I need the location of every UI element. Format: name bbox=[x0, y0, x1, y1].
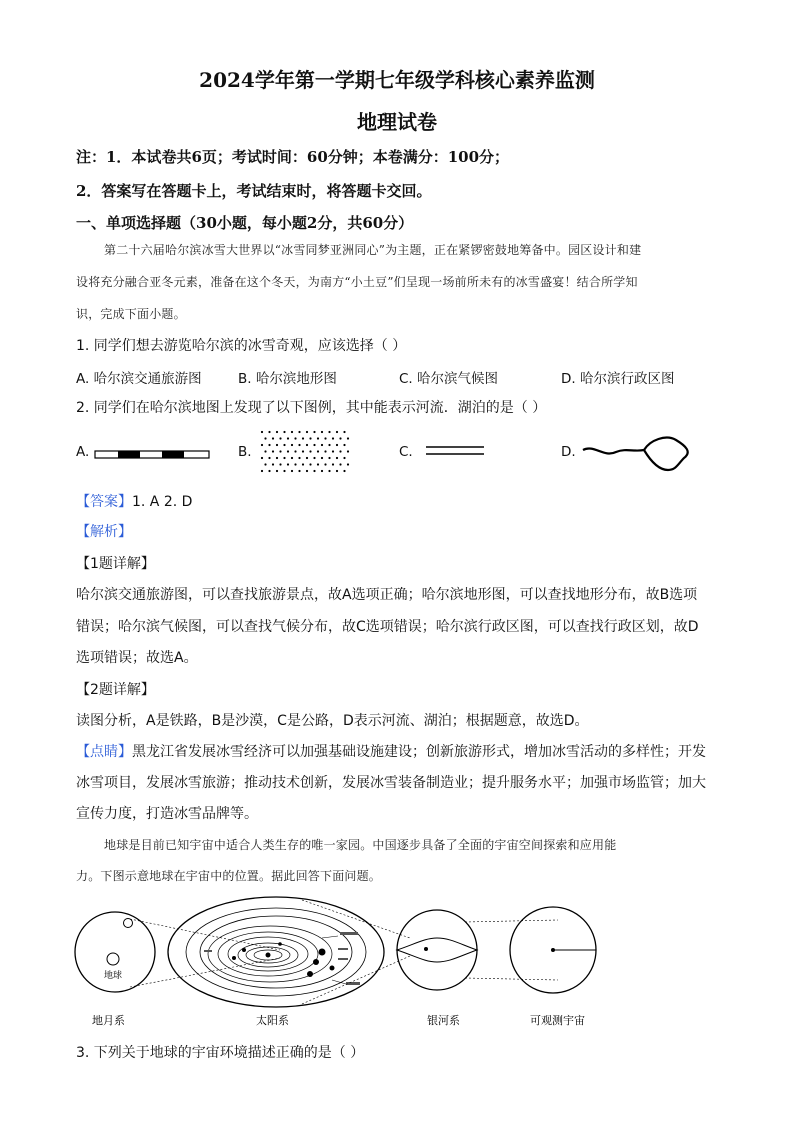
review-line-1 bbox=[76, 741, 706, 761]
analysis-tag: 【解析】 bbox=[76, 524, 132, 540]
exam-title: 2024学年第一学期七年级学科核心素养监测 bbox=[199, 68, 595, 92]
question-1-stem: 1. 同学们想去游览哈尔滨的冰雪奇观，应该选择（ ） bbox=[76, 338, 407, 354]
review-line-3: 宣传力度，打造冰雪品牌等。 bbox=[76, 806, 258, 822]
caption-solar-system: 太阳系 bbox=[256, 1014, 289, 1027]
answer-line bbox=[76, 491, 192, 511]
exam-subtitle: 地理试卷 bbox=[357, 110, 437, 134]
answer-text: 1. A 2. D bbox=[132, 494, 193, 510]
solar-system bbox=[168, 897, 384, 1007]
question-2-option-c: C. bbox=[399, 444, 413, 460]
review-line-2: 冰雪项目，发展冰雪旅游；推动技术创新，发展冰雪装备制造业；提升服务水平；加强市场监管；加大 bbox=[76, 775, 706, 791]
detail-1-line-1: 哈尔滨交通旅游图，可以查找旅游景点，故A选项正确；哈尔滨地形图，可以查找地形分布，故B选项 bbox=[76, 587, 698, 603]
question-3-stem: 3. 下列关于地球的宇宙环境描述正确的是（ ） bbox=[76, 1045, 365, 1061]
passage2-line-1: 地球是目前已知宇宙中适合人类生存的唯一家园。中国逐步具备了全面的宇宙空间探索和应用能 bbox=[104, 838, 617, 852]
question-2-option-d: D. bbox=[561, 444, 576, 460]
desert-legend-symbol bbox=[258, 428, 350, 476]
earth-moon-system bbox=[75, 912, 155, 992]
question-2-option-b: B. bbox=[238, 444, 252, 460]
detail-2-tag: 【2题详解】 bbox=[76, 682, 155, 698]
review-text-1: 黑龙江省发展冰雪经济可以加强基础设施建设；创新旅游形式，增加冰雪活动的多样性；开发 bbox=[132, 744, 706, 760]
detail-2-line-1: 读图分析，A是铁路，B是沙漠，C是公路，D表示河流、湖泊；根据题意，故选D。 bbox=[76, 713, 589, 729]
detail-1-line-3: 选项错误；故选A。 bbox=[76, 650, 198, 666]
passage1-line-2: 设将充分融合亚冬元素，准备在这个冬天，为南方“小土豆”们呈现一场前所未有的冰雪盛宴！结合所学知 bbox=[76, 275, 638, 289]
road-legend-symbol bbox=[424, 443, 488, 459]
question-1-option-b: B. 哈尔滨地形图 bbox=[238, 371, 337, 387]
answer-tag: 【答案】 bbox=[76, 494, 132, 510]
section-heading: 一、单项选择题（30小题，每小题2分，共60分） bbox=[76, 214, 414, 232]
detail-1-line-2: 错误；哈尔滨气候图，可以查找气候分布，故C选项错误；哈尔滨行政区图，可以查找行政区划，故D bbox=[76, 619, 699, 635]
question-1-option-a: A. 哈尔滨交通旅游图 bbox=[76, 371, 202, 387]
review-tag: 【点睛】 bbox=[76, 744, 132, 760]
passage1-line-3: 识，完成下面小题。 bbox=[76, 307, 186, 321]
railway-legend-symbol bbox=[94, 448, 212, 462]
caption-observable-universe: 可观测宇宙 bbox=[530, 1014, 585, 1027]
note-line-2: 2．答案写在答题卡上，考试结束时，将答题卡交回。 bbox=[76, 182, 432, 200]
universe-hierarchy-figure bbox=[70, 892, 720, 1032]
detail-1-tag: 【1题详解】 bbox=[76, 556, 155, 572]
question-1-option-d: D. 哈尔滨行政区图 bbox=[561, 371, 675, 387]
analysis-line bbox=[76, 521, 132, 541]
caption-earth-moon-system: 地月系 bbox=[92, 1014, 125, 1027]
passage2-line-2: 力。下图示意地球在宇宙中的位置。据此回答下面问题。 bbox=[76, 869, 382, 883]
river-lake-legend-symbol bbox=[580, 430, 692, 474]
note-line-1: 注：1．本试卷共6页；考试时间：60分钟；本卷满分：100分； bbox=[76, 148, 510, 166]
question-2-option-a: A. bbox=[76, 444, 90, 460]
caption-milky-way: 银河系 bbox=[427, 1014, 460, 1027]
passage1-line-1: 第二十六届哈尔滨冰雪大世界以“冰雪同梦亚洲同心”为主题，正在紧锣密鼓地筹备中。园区设计和建 bbox=[104, 243, 642, 257]
question-2-stem: 2. 同学们在哈尔滨地图上发现了以下图例，其中能表示河流．湖泊的是（ ） bbox=[76, 400, 547, 416]
question-1-option-c: C. 哈尔滨气候图 bbox=[399, 371, 499, 387]
earth-label: 地球 bbox=[104, 971, 123, 981]
